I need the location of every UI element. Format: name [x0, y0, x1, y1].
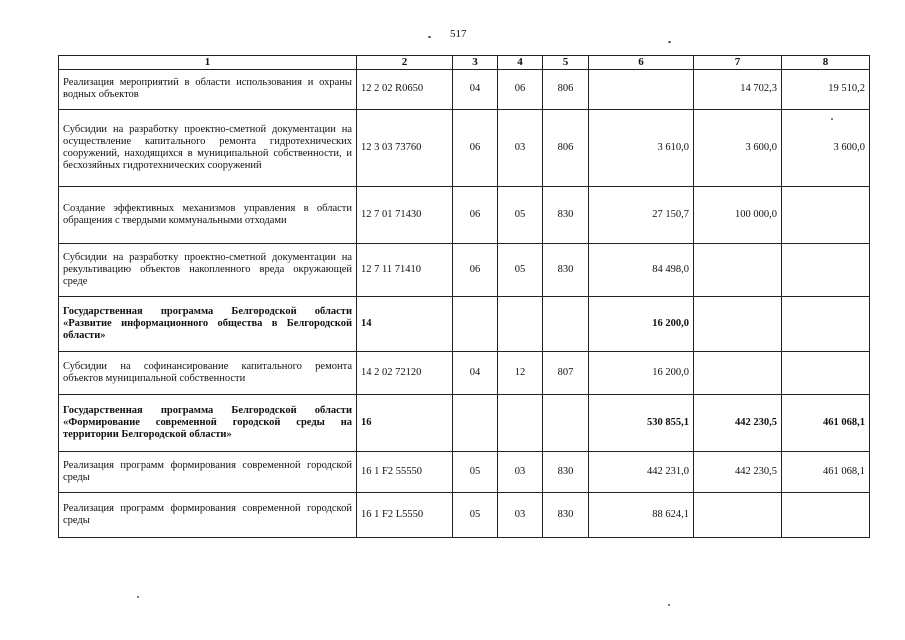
- row-expense-type: [543, 296, 589, 351]
- table-row: [59, 69, 870, 109]
- row-amount-col7: 442 230,5: [694, 394, 782, 451]
- row-subsection: 03: [498, 492, 543, 537]
- row-amount-col7: [694, 351, 782, 394]
- scan-speck: [668, 41, 671, 43]
- row-expense-type: 830: [543, 243, 589, 296]
- row-code: 14: [357, 296, 453, 351]
- row-subsection: 12: [498, 351, 543, 394]
- row-expense-type: [543, 394, 589, 451]
- row-code: 16: [357, 394, 453, 451]
- row-amount-col6: 442 231,0: [589, 451, 694, 492]
- row-description: Субсидии на разработку проектно-сметной документации на осуществление капитального ремонта гидротехнических сооружений, находящихся в муниципальной собственности, и бесхозяйных гидротехнических сооружений: [59, 109, 357, 186]
- row-expense-type: 830: [543, 451, 589, 492]
- column-number: 7: [694, 56, 782, 70]
- budget-table: [58, 55, 870, 538]
- row-expense-type: 830: [543, 492, 589, 537]
- row-amount-col7: 3 600,0: [694, 109, 782, 186]
- row-amount-col7: 100 000,0: [694, 186, 782, 243]
- row-amount-col8: [782, 351, 870, 394]
- row-subsection: 06: [498, 69, 543, 109]
- row-section: 05: [453, 451, 498, 492]
- row-description: Государственная программа Белгородской области «Формирование современной городской среды на территории Белгородской области»: [59, 394, 357, 451]
- row-section: [453, 394, 498, 451]
- row-code: 14 2 02 72120: [357, 351, 453, 394]
- row-section: 04: [453, 69, 498, 109]
- row-amount-col6: [589, 69, 694, 109]
- row-expense-type: 830: [543, 186, 589, 243]
- row-amount-col7: [694, 492, 782, 537]
- row-code: 12 7 11 71410: [357, 243, 453, 296]
- table-row: [59, 492, 870, 537]
- row-description: Субсидии на разработку проектно-сметной документации на рекультивацию объектов накопленного вреда окружающей среде: [59, 243, 357, 296]
- row-amount-col8: [782, 296, 870, 351]
- row-section: 06: [453, 186, 498, 243]
- row-code: 12 7 01 71430: [357, 186, 453, 243]
- row-expense-type: 806: [543, 69, 589, 109]
- row-amount-col6: 84 498,0: [589, 243, 694, 296]
- column-number: 3: [453, 56, 498, 70]
- row-amount-col8: 461 068,1: [782, 394, 870, 451]
- table-row: [59, 351, 870, 394]
- row-amount-col6: 27 150,7: [589, 186, 694, 243]
- row-amount-col6: 16 200,0: [589, 296, 694, 351]
- scan-speck: [137, 596, 139, 598]
- table-row: [59, 186, 870, 243]
- row-subsection: [498, 394, 543, 451]
- row-amount-col6: 16 200,0: [589, 351, 694, 394]
- row-code: 12 3 03 73760: [357, 109, 453, 186]
- row-amount-col8: 461 068,1: [782, 451, 870, 492]
- column-number: 4: [498, 56, 543, 70]
- row-amount-col7: [694, 296, 782, 351]
- scan-speck: [428, 36, 431, 38]
- row-code: 16 1 F2 55550: [357, 451, 453, 492]
- row-description: Реализация программ формирования современной городской среды: [59, 451, 357, 492]
- row-subsection: 05: [498, 243, 543, 296]
- column-number-row: [59, 56, 870, 70]
- row-section: [453, 296, 498, 351]
- row-description: Государственная программа Белгородской области «Развитие информационного общества в Белгородской области»: [59, 296, 357, 351]
- row-amount-col8: [782, 492, 870, 537]
- row-amount-col7: [694, 243, 782, 296]
- row-description: Субсидии на софинансирование капитального ремонта объектов муниципальной собственности: [59, 351, 357, 394]
- table-row: [59, 109, 870, 186]
- row-section: 04: [453, 351, 498, 394]
- column-number: 1: [59, 56, 357, 70]
- row-amount-col8: [782, 186, 870, 243]
- column-number: 2: [357, 56, 453, 70]
- row-subsection: 03: [498, 451, 543, 492]
- scan-speck: [668, 604, 670, 606]
- table-row: [59, 243, 870, 296]
- row-amount-col8: 19 510,2: [782, 69, 870, 109]
- column-number: 6: [589, 56, 694, 70]
- row-subsection: 05: [498, 186, 543, 243]
- table-row-program: [59, 394, 870, 451]
- row-code: 16 1 F2 L5550: [357, 492, 453, 537]
- table-row-program: [59, 296, 870, 351]
- row-amount-col6: 88 624,1: [589, 492, 694, 537]
- row-subsection: 03: [498, 109, 543, 186]
- row-amount-col7: 14 702,3: [694, 69, 782, 109]
- row-amount-col7: 442 230,5: [694, 451, 782, 492]
- column-number: 5: [543, 56, 589, 70]
- row-section: 05: [453, 492, 498, 537]
- row-subsection: [498, 296, 543, 351]
- table-row: [59, 451, 870, 492]
- row-description: Реализация мероприятий в области использования и охраны водных объектов: [59, 69, 357, 109]
- column-number: 8: [782, 56, 870, 70]
- row-amount-col8: [782, 243, 870, 296]
- row-section: 06: [453, 243, 498, 296]
- row-description: Создание эффективных механизмов управления в области обращения с твердыми коммунальными отходами: [59, 186, 357, 243]
- row-section: 06: [453, 109, 498, 186]
- row-expense-type: 807: [543, 351, 589, 394]
- row-amount-col6: 3 610,0: [589, 109, 694, 186]
- row-description: Реализация программ формирования современной городской среды: [59, 492, 357, 537]
- row-amount-col8: 3 600,0: [782, 109, 870, 186]
- row-code: 12 2 02 R0650: [357, 69, 453, 109]
- row-expense-type: 806: [543, 109, 589, 186]
- page-number: 517: [450, 28, 467, 40]
- row-amount-col6: 530 855,1: [589, 394, 694, 451]
